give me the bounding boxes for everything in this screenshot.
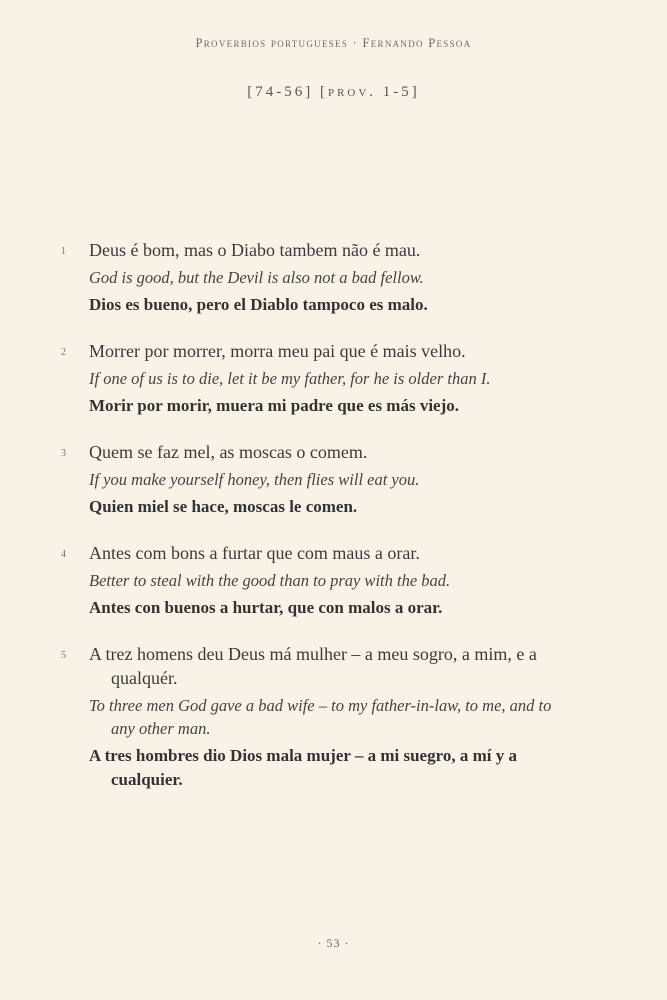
proverb-spanish: Antes con buenos a hurtar, que con malos a orar. — [89, 598, 443, 617]
proverb-entry — [0, 440, 667, 519]
proverb-spanish: Dios es bueno, pero el Diablo tampoco es malo. — [89, 295, 428, 314]
proverb-entry — [0, 238, 667, 317]
proverb-english: To three men God gave a bad wife – to my father-in-law, to me, and to any other man. — [89, 696, 552, 738]
proverb-entry — [0, 642, 667, 792]
page-number: · 53 · — [317, 936, 350, 950]
proverb-portuguese: Quem se faz mel, as moscas o comem. — [89, 442, 368, 462]
proverb-number: 4 — [61, 549, 66, 560]
reference-sub: [prov. 1-5] — [319, 84, 420, 100]
proverb-portuguese: Antes com bons a furtar que com maus a orar. — [89, 543, 420, 563]
proverb-portuguese: A trez homens deu Deus má mulher – a meu sogro, a mim, e a qualquér. — [89, 644, 537, 688]
running-head: Proverbios portugueses · Fernando Pessoa — [195, 36, 472, 50]
proverb-spanish: A tres hombres dio Dios mala mujer – a mi suegro, a mí y a cualquier. — [89, 746, 517, 789]
proverb-portuguese: Morrer por morrer, morra meu pai que é mais velho. — [89, 341, 466, 361]
proverb-english: Better to steal with the good than to pray with the bad. — [89, 571, 451, 590]
proverb-spanish: Quien miel se hace, moscas le comen. — [89, 497, 358, 516]
proverb-number: 1 — [61, 246, 66, 257]
proverb-entry — [0, 541, 667, 620]
proverb-spanish: Morir por morir, muera mi padre que es más viejo. — [89, 396, 460, 415]
proverb-number: 3 — [61, 448, 66, 459]
reference-main: [74-56] — [247, 84, 314, 100]
proverb-entry — [0, 339, 667, 418]
section-reference — [0, 84, 667, 101]
proverb-list — [0, 238, 667, 814]
proverb-english: If one of us is to die, let it be my father, for he is older than I. — [89, 369, 491, 388]
proverb-number: 5 — [61, 650, 66, 661]
proverb-english: If you make yourself honey, then flies will eat you. — [89, 470, 420, 489]
proverb-english: God is good, but the Devil is also not a bad fellow. — [89, 268, 424, 287]
proverb-number: 2 — [61, 347, 66, 358]
proverb-portuguese: Deus é bom, mas o Diabo tambem não é mau. — [89, 240, 421, 260]
